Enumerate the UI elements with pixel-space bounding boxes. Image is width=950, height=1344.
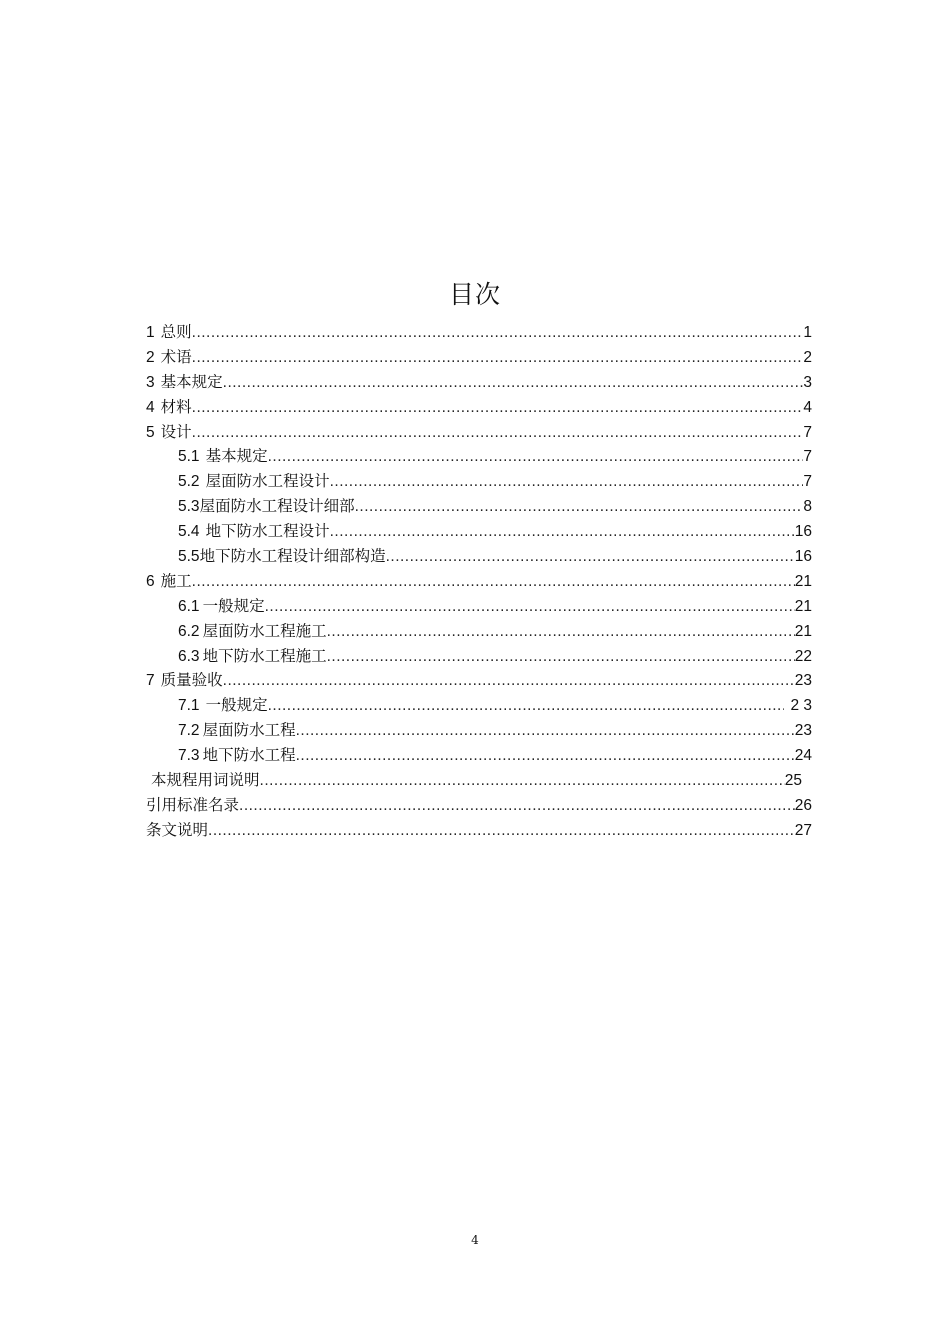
- toc-entry-page: 2 3: [790, 697, 812, 715]
- toc-entry-page: 23: [794, 722, 812, 740]
- toc-leader-dots: [330, 523, 795, 541]
- toc-leader-dots: [192, 424, 804, 442]
- toc-entry-page: 4: [803, 398, 812, 416]
- toc-entry-page: 26: [794, 796, 812, 814]
- toc-entry-page: 2: [803, 348, 812, 366]
- toc-entry-label: 屋面防水工程: [202, 722, 296, 740]
- toc-entry-number: 7: [146, 672, 155, 690]
- toc-subentry[interactable]: [146, 594, 812, 619]
- toc-entry-page: 1: [803, 324, 812, 341]
- toc-entry-label: 一般规定: [202, 597, 265, 615]
- toc-entry[interactable]: [146, 320, 812, 345]
- toc-entry-label: 引用标准名录: [146, 796, 240, 814]
- toc-leader-dots: [192, 573, 795, 591]
- toc-subentry[interactable]: [146, 469, 812, 494]
- toc-subentry[interactable]: [146, 718, 812, 743]
- toc-entry-label: 地下防水工程施工: [202, 647, 327, 665]
- toc-entry[interactable]: [146, 818, 812, 843]
- toc-leader-dots: [192, 324, 804, 342]
- toc-entry-page: 3: [803, 373, 812, 391]
- toc-entry-page: 7: [803, 448, 812, 466]
- toc-leader-dots: [192, 349, 804, 367]
- toc-entry-label: 基本规定: [160, 373, 223, 391]
- toc-entry[interactable]: [146, 768, 812, 793]
- toc-leader-dots: [355, 498, 804, 516]
- toc-entry-label: 屋面防水工程设计: [205, 473, 330, 491]
- toc-entry-label: 总则: [160, 324, 192, 341]
- toc-entry-page: 22: [794, 647, 812, 665]
- toc-entry-label: 屋面防水工程施工: [202, 622, 327, 640]
- toc-entry-label: 本规程用词说明: [151, 772, 260, 790]
- toc-entry[interactable]: [146, 569, 812, 594]
- toc-entry[interactable]: [146, 395, 812, 420]
- toc-subentry[interactable]: [146, 444, 812, 469]
- toc-leader-dots: [268, 448, 804, 466]
- toc-subentry[interactable]: [146, 644, 812, 669]
- page-number: 4: [471, 1233, 479, 1247]
- toc-entry-label: 地下防水工程设计: [205, 523, 330, 541]
- toc-entry-number: 2: [146, 348, 155, 366]
- toc-entry-number: 7.1: [178, 697, 200, 715]
- toc-entry[interactable]: [146, 420, 812, 445]
- toc-leader-dots: [239, 797, 795, 815]
- toc-entry-page: 27: [794, 821, 812, 839]
- toc-entry-number: 5.3: [178, 498, 200, 516]
- toc-entry-label: 设计: [160, 423, 192, 441]
- toc-entry-number: 1: [146, 324, 155, 341]
- toc-entry-page: 16: [794, 523, 812, 541]
- toc-leader-dots: [327, 648, 795, 666]
- toc-subentry[interactable]: [146, 693, 812, 718]
- toc-entry-number: 7.2: [178, 722, 200, 740]
- toc-entry-number: 7.3: [178, 747, 200, 765]
- toc-entry-number: 6.2: [178, 622, 200, 640]
- toc-entry-label: 屋面防水工程设计细部: [199, 498, 355, 516]
- toc-entry-number: 5.1: [178, 448, 200, 466]
- toc-entry-number: 6.1: [178, 597, 200, 615]
- toc-entry-label: 施工: [160, 572, 192, 590]
- toc-entry-label: 质量验收: [160, 672, 223, 690]
- toc-entry-number: 3: [146, 373, 155, 391]
- toc-leader-dots: [208, 822, 795, 840]
- toc-leader-dots: [223, 672, 795, 690]
- toc-entry[interactable]: [146, 793, 812, 818]
- toc-entry-page: 24: [794, 747, 812, 765]
- toc-entry-label: 地下防水工程: [202, 747, 296, 765]
- table-of-contents: [146, 320, 812, 843]
- toc-entry-page: 16: [794, 548, 812, 566]
- toc-leader-dots: [330, 473, 804, 491]
- toc-entry-page: 7: [803, 473, 812, 491]
- toc-entry-page: 21: [794, 622, 812, 640]
- toc-entry-label: 地下防水工程设计细部构造: [199, 548, 386, 566]
- toc-entry-number: 5.2: [178, 473, 200, 491]
- toc-entry-page: 8: [803, 498, 812, 516]
- toc-leader-dots: [268, 697, 785, 715]
- toc-entry-page: 21: [794, 597, 812, 615]
- toc-leader-dots: [223, 374, 804, 392]
- toc-entry-number: 6.3: [178, 647, 200, 665]
- toc-entry-label: 基本规定: [205, 448, 268, 466]
- toc-subentry[interactable]: [146, 519, 812, 544]
- toc-entry-number: 5: [146, 423, 155, 441]
- toc-entry-label: 一般规定: [205, 697, 268, 715]
- toc-entry-label: 材料: [160, 398, 192, 416]
- toc-entry-page: 7: [803, 423, 812, 441]
- toc-subentry[interactable]: [146, 544, 812, 569]
- toc-leader-dots: [265, 598, 795, 616]
- toc-entry-number: 4: [146, 398, 155, 416]
- toc-entry-label: 术语: [160, 348, 192, 366]
- toc-entry[interactable]: [146, 668, 812, 693]
- toc-entry[interactable]: [146, 370, 812, 395]
- toc-leader-dots: [296, 722, 795, 740]
- toc-leader-dots: [296, 747, 795, 765]
- toc-entry-number: 5.5: [178, 548, 200, 566]
- toc-entry-number: 6: [146, 572, 155, 590]
- toc-entry[interactable]: [146, 345, 812, 370]
- toc-leader-dots: [260, 772, 785, 790]
- toc-subentry[interactable]: [146, 494, 812, 519]
- toc-entry-number: 5.4: [178, 523, 200, 541]
- toc-leader-dots: [386, 548, 795, 566]
- toc-entry-page: 21: [794, 572, 812, 590]
- toc-leader-dots: [327, 623, 795, 641]
- document-title: 目次: [448, 280, 501, 309]
- toc-leader-dots: [192, 399, 804, 417]
- toc-entry-page: 25: [784, 772, 802, 790]
- toc-entry-page: 23: [794, 672, 812, 690]
- toc-subentry[interactable]: [146, 743, 812, 768]
- toc-subentry[interactable]: [146, 619, 812, 644]
- toc-entry-label: 条文说明: [146, 821, 209, 839]
